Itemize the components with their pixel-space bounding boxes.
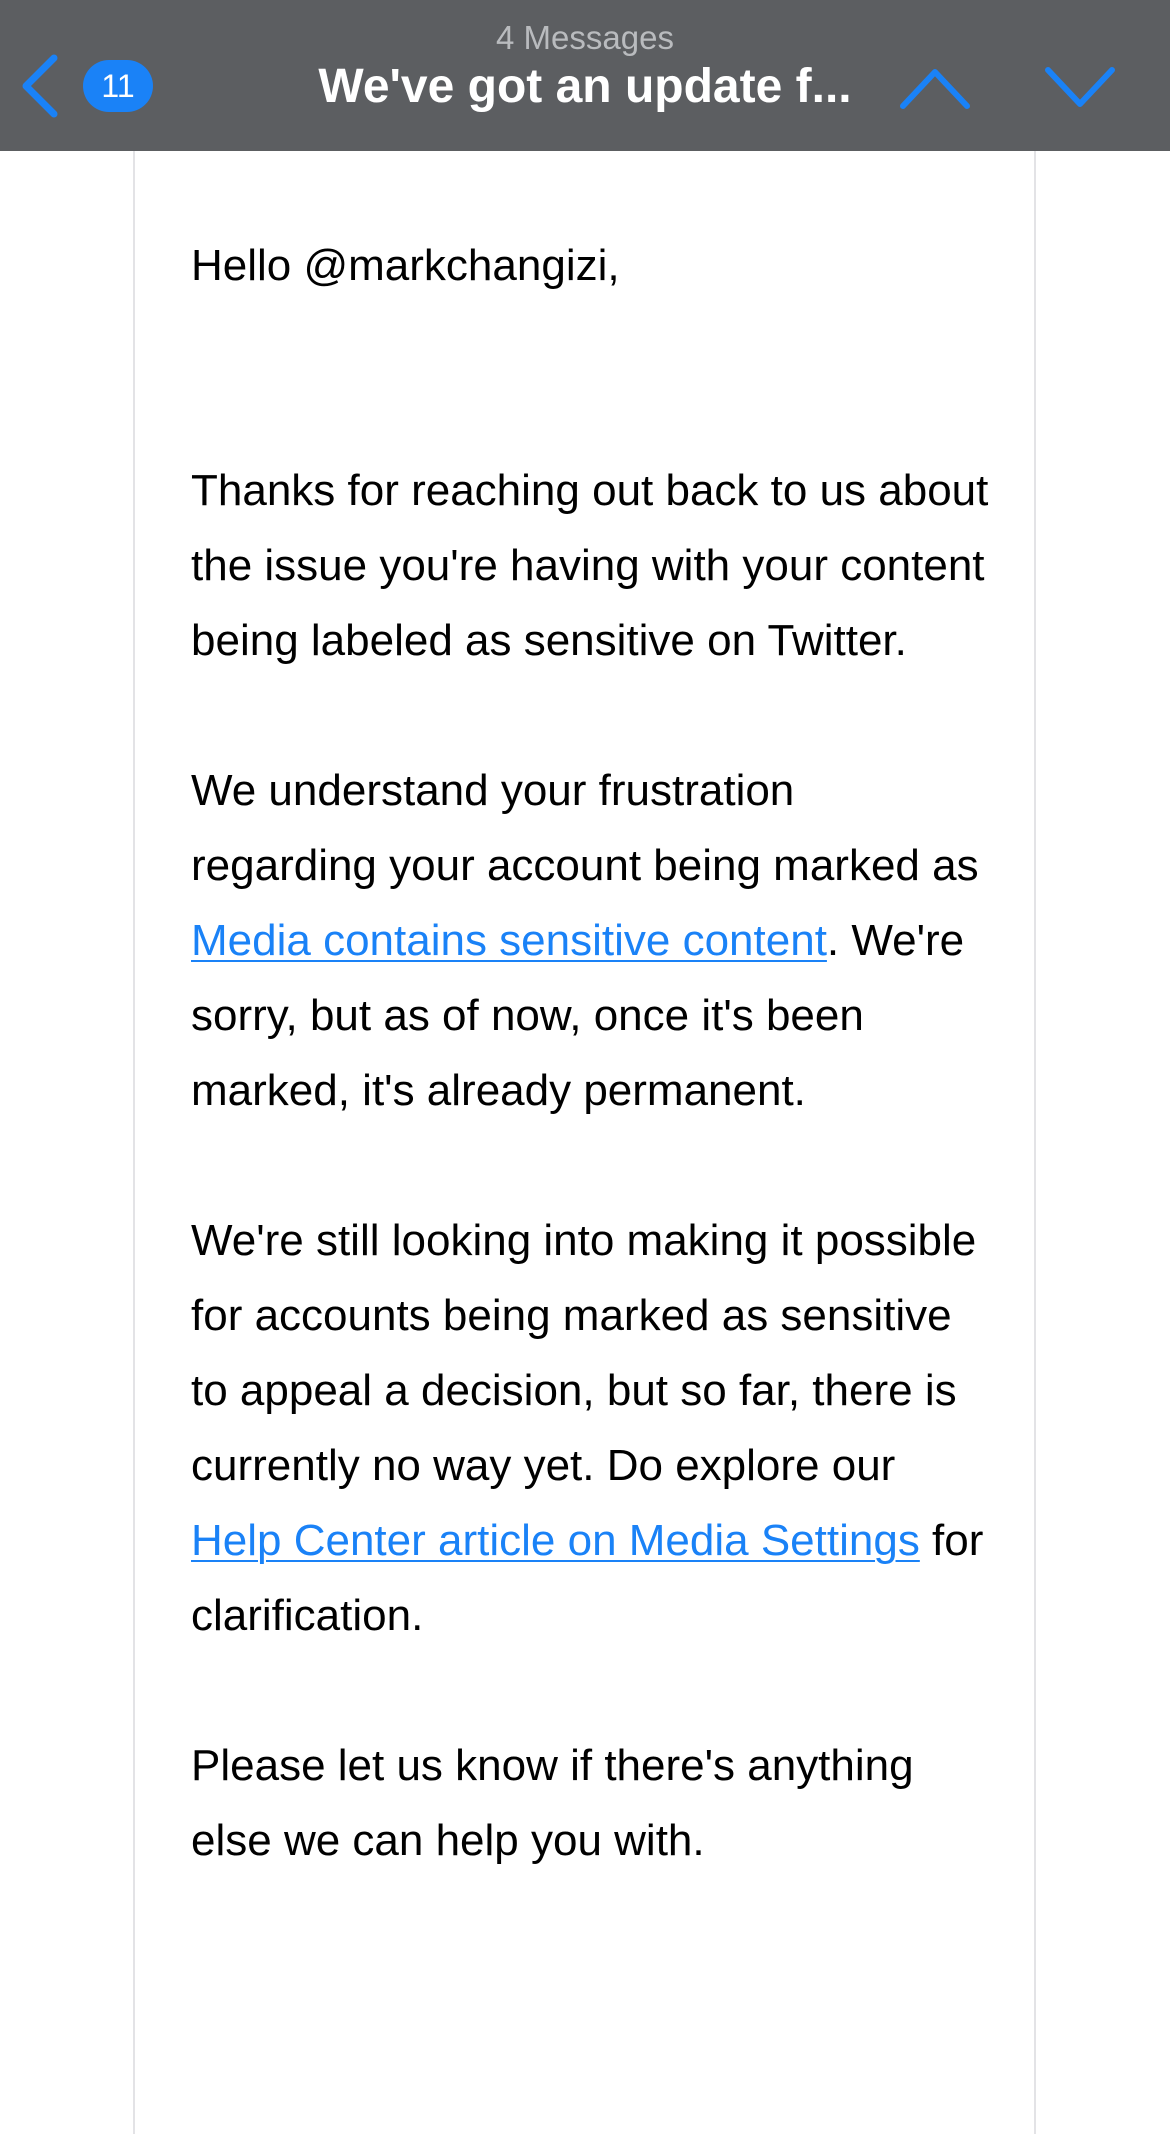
email-message-card bbox=[133, 151, 1036, 2134]
paragraph-frustration bbox=[191, 753, 991, 1128]
unread-count-badge: 11 bbox=[83, 60, 153, 112]
paragraph-frustration-text-b: . We're sorry, but as of now, once it's been marked, it's already permanent. bbox=[191, 916, 965, 1115]
back-button[interactable] bbox=[18, 52, 168, 120]
chevron-down-icon bbox=[1044, 66, 1116, 110]
email-body bbox=[191, 228, 991, 1878]
greeting-text: Hello @markchangizi, bbox=[191, 241, 620, 290]
paragraph-appeal-text-b: for clarification. bbox=[191, 1516, 984, 1640]
paragraph-appeal bbox=[191, 1203, 991, 1653]
message-count: 4 Messages bbox=[496, 19, 674, 56]
next-message-button[interactable] bbox=[1035, 52, 1125, 124]
sensitive-content-link[interactable]: Media contains sensitive content bbox=[191, 916, 827, 965]
paragraph-thanks: Thanks for reaching out back to us about the issue you're having with your content being labeled as sensitive on Twitter. bbox=[191, 466, 989, 665]
paragraph-closing: Please let us know if there's anything else we can help you with. bbox=[191, 1741, 914, 1865]
paragraph-frustration-text-a: We understand your frustration regarding your account being marked as bbox=[191, 766, 979, 890]
previous-message-button[interactable] bbox=[890, 52, 980, 124]
navigation-bar bbox=[0, 0, 1170, 151]
chevron-left-icon bbox=[18, 52, 62, 120]
paragraph-appeal-text-a: We're still looking into making it possible for accounts being marked as sensitive to appeal a decision, but so far, there is currently no way yet. Do explore our bbox=[191, 1216, 977, 1490]
email-subject: We've got an update f... bbox=[318, 60, 852, 113]
thread-title bbox=[280, 18, 890, 116]
chevron-up-icon bbox=[899, 66, 971, 110]
help-center-link[interactable]: Help Center article on Media Settings bbox=[191, 1516, 920, 1565]
